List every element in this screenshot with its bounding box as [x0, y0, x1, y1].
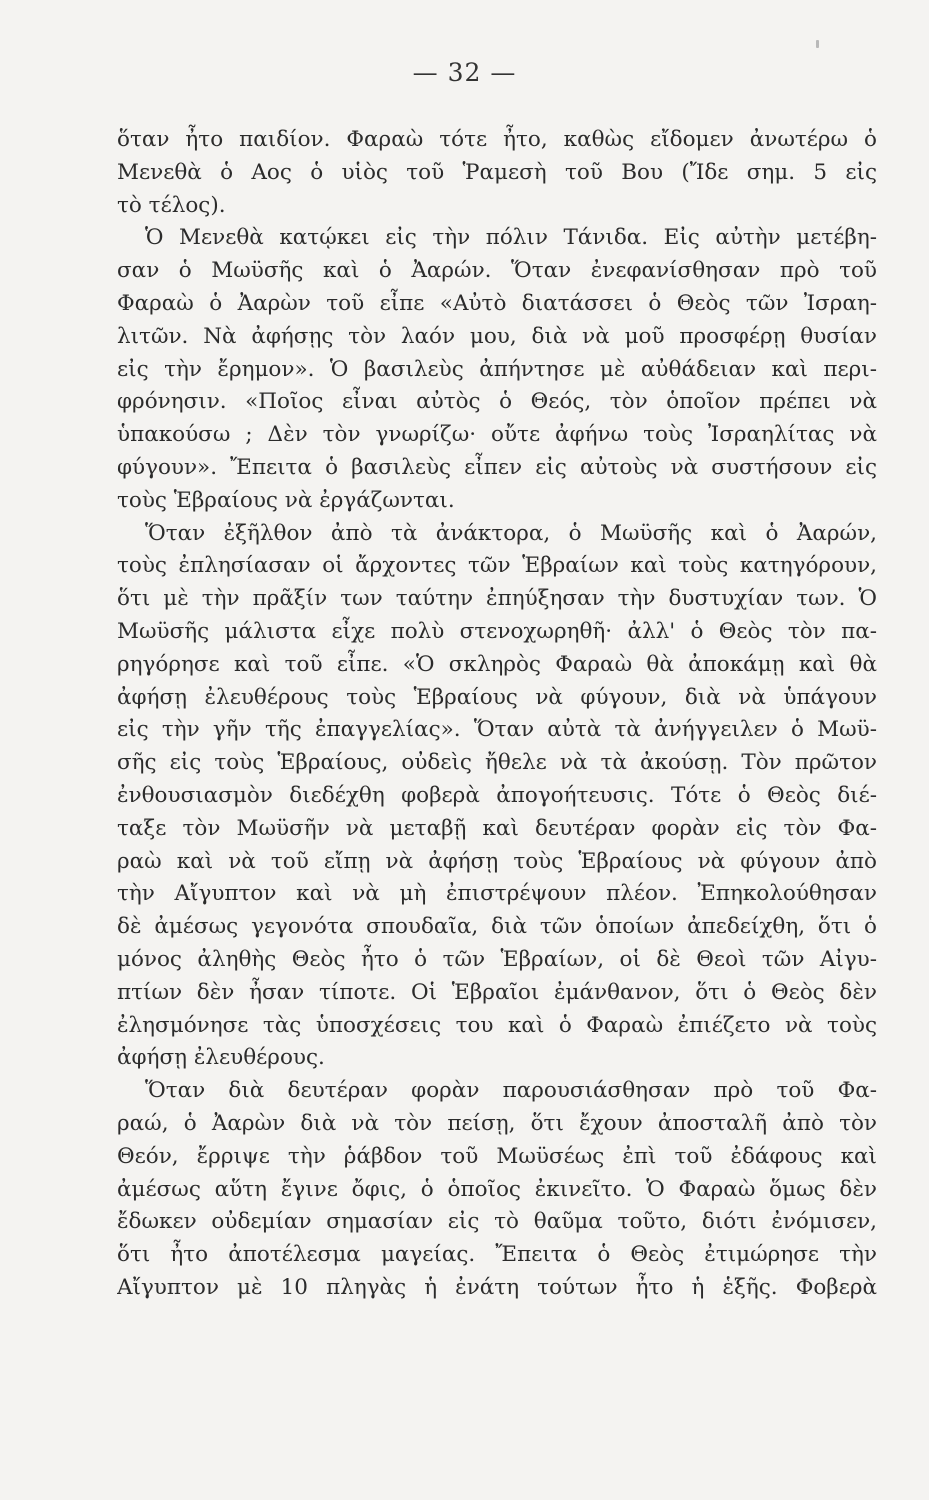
text-line: Μενεθὰ ὁ Αος ὁ υἱὸς τοῦ Ῥαμεσὴ τοῦ Βου (Ἴδε σημ. 5 εἰς	[117, 159, 877, 185]
text-line: ἀφήσῃ ἐλευθέρους.	[117, 1045, 325, 1071]
text-line: Θεόν, ἔρριψε τὴν ῥάβδον τοῦ Μωϋσέως ἐπὶ τοῦ ἐδάφους καὶ	[117, 1143, 877, 1169]
text-line: φύγουν». Ἔπειτα ὁ βασιλεὺς εἶπεν εἰς αὐτοὺς νὰ συστήσουν εἰς	[117, 454, 877, 480]
text-line: ἐλησμόνησε τὰς ὑποσχέσεις του καὶ ὁ Φαραὼ ἐπιέζετο νὰ τοὺς	[117, 1012, 877, 1038]
text-line: Ὅταν διὰ δευτέραν φορὰν παρουσιάσθησαν πρὸ τοῦ Φα-	[145, 1078, 877, 1104]
text-line: εἰς τὴν γῆν τῆς ἐπαγγελίας». Ὅταν αὐτὰ τὰ ἀνήγγειλεν ὁ Μωϋ-	[117, 717, 877, 743]
text-line: εἰς τὴν ἔρημον». Ὁ βασιλεὺς ἀπήντησε μὲ αὐθάδειαν καὶ περι-	[117, 356, 877, 382]
text-line: ταξε τὸν Μωϋσῆν νὰ μεταβῇ καὶ δευτέραν φορὰν εἰς τὸν Φα-	[117, 815, 877, 841]
text-line: ὅτι μὲ τὴν πρᾶξίν των ταύτην ἐπηύξησαν τὴν δυστυχίαν των. Ὁ	[117, 586, 877, 612]
text-line: φρόνησιν. «Ποῖος εἶναι αὐτὸς ὁ Θεός, τὸν ὁποῖον πρέπει νὰ	[117, 389, 877, 415]
text-line: ἀμέσως αὕτη ἔγινε ὄφις, ὁ ὁποῖος ἐκινεῖτο. Ὁ Φαραὼ ὅμως δὲν	[117, 1176, 877, 1202]
text-line: ὑπακούσω ; Δὲν τὸν γνωρίζω· οὔτε ἀφήνω τοὺς Ἰσραηλίτας νὰ	[117, 422, 877, 448]
text-line: σαν ὁ Μωϋσῆς καὶ ὁ Ἀαρών. Ὅταν ἐνεφανίσθησαν πρὸ τοῦ	[117, 258, 877, 284]
text-line: λιτῶν. Νὰ ἀφήσῃς τὸν λαόν μου, διὰ νὰ μοῦ προσφέρῃ θυσίαν	[117, 323, 877, 349]
text-line: πτίων δὲν ἦσαν τίποτε. Οἱ Ἑβραῖοι ἐμάνθανον, ὅτι ὁ Θεὸς δὲν	[117, 979, 877, 1005]
text-line: τοὺς Ἑβραίους νὰ ἐργάζωνται.	[117, 487, 455, 513]
text-line: Αἴγυπτον μὲ 10 πληγὰς ἡ ἐνάτη τούτων ἦτο ἡ ἑξῆς. Φοβερὰ	[117, 1274, 877, 1300]
text-line: ἐνθουσιασμὸν διεδέχθη φοβερὰ ἀπογοήτευσις. Τότε ὁ Θεὸς διέ-	[117, 782, 877, 808]
text-line: τοὺς ἐπλησίασαν οἱ ἄρχοντες τῶν Ἑβραίων καὶ τοὺς κατηγόρουν,	[117, 553, 877, 579]
text-line: ἀφήσῃ ἐλευθέρους τοὺς Ἑβραίους νὰ φύγουν, διὰ νὰ ὑπάγουν	[117, 684, 877, 710]
text-line: τὴν Αἴγυπτον καὶ νὰ μὴ ἐπιστρέψουν πλέον. Ἐπηκολούθησαν	[117, 881, 877, 907]
text-line: ὅτι ἦτο ἀποτέλεσμα μαγείας. Ἔπειτα ὁ Θεὸς ἐτιμώρησε τὴν	[117, 1242, 877, 1268]
text-line: Ὁ Μενεθὰ κατῴκει εἰς τὴν πόλιν Τάνιδα. Εἰς αὐτὴν μετέβη-	[145, 225, 877, 251]
page-number: — 32 —	[412, 58, 517, 87]
text-line: σῆς εἰς τοὺς Ἑβραίους, οὐδεὶς ἤθελε νὰ τὰ ἀκούσῃ. Τὸν πρῶτον	[117, 750, 877, 776]
text-line: ρηγόρησε καὶ τοῦ εἶπε. «Ὁ σκληρὸς Φαραὼ θὰ ἀποκάμῃ καὶ θὰ	[117, 651, 877, 677]
body-text	[117, 124, 877, 1305]
text-line: ραώ, ὁ Ἀαρὼν διὰ νὰ τὸν πείσῃ, ὅτι ἔχουν ἀποσταλῆ ἀπὸ τὸν	[117, 1110, 877, 1136]
text-line: τὸ τέλος).	[117, 192, 226, 218]
text-line: ἔδωκεν οὐδεμίαν σημασίαν εἰς τὸ θαῦμα τοῦτο, διότι ἐνόμισεν,	[117, 1209, 877, 1235]
text-line: ραὼ καὶ νὰ τοῦ εἴπῃ νὰ ἀφήσῃ τοὺς Ἑβραίους νὰ φύγουν ἀπὸ	[117, 848, 877, 874]
text-line: Μωϋσῆς μάλιστα εἶχε πολὺ στενοχωρηθῆ· ἀλλ' ὁ Θεὸς τὸν πα-	[117, 618, 877, 644]
text-line: ὅταν ἦτο παιδίον. Φαραὼ τότε ἦτο, καθὼς εἴδομεν ἀνωτέρω ὁ	[117, 127, 877, 152]
text-line: μόνος ἀληθὴς Θεὸς ἦτο ὁ τῶν Ἑβραίων, οἱ δὲ Θεοὶ τῶν Αἰγυ-	[117, 946, 877, 972]
text-line: Ὅταν ἐξῆλθον ἀπὸ τὰ ἀνάκτορα, ὁ Μωϋσῆς καὶ ὁ Ἀαρών,	[145, 520, 877, 546]
text-line: δὲ ἀμέσως γεγονότα σπουδαῖα, διὰ τῶν ὁποίων ἀπεδείχθη, ὅτι ὁ	[117, 914, 877, 940]
page-speck	[816, 40, 819, 48]
text-line: Φαραὼ ὁ Ἀαρὼν τοῦ εἶπε «Αὐτὸ διατάσσει ὁ Θεὸς τῶν Ἰσραη-	[117, 290, 877, 316]
